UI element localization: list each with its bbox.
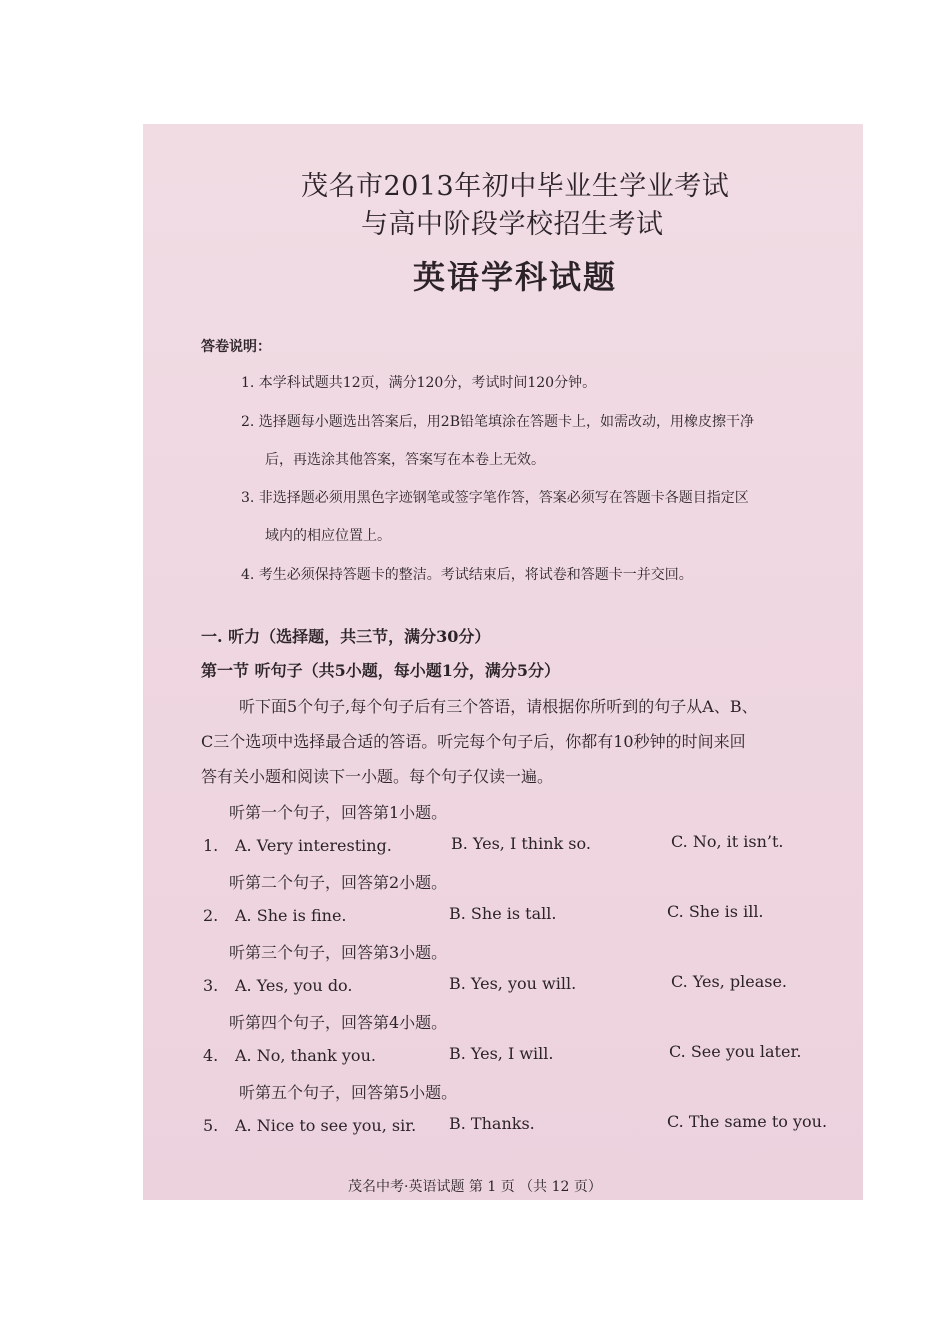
option-b: B. Yes, I will. — [449, 1044, 554, 1063]
instruction-line: 域内的相应位置上。 — [265, 528, 391, 544]
instruction-line: 1. 本学科试题共12页，满分120分，考试时间120分钟。 — [241, 375, 597, 391]
instruction-line: 4. 考生必须保持答题卡的整洁。考试结束后，将试卷和答题卡一并交回。 — [241, 567, 693, 583]
option-b: B. Yes, I think so. — [451, 834, 591, 853]
question-prompt: 听第二个句子，回答第2小题。 — [229, 873, 448, 892]
directions-line: C三个选项中选择最合适的答语。听完每个句子后，你都有10秒钟的时间来回 — [201, 732, 746, 751]
subject-title: 英语学科试题 — [413, 258, 618, 296]
option-a: A. Nice to see you, sir. — [235, 1116, 417, 1135]
option-b: B. She is tall. — [449, 904, 557, 923]
instruction-line: 后，再选涂其他答案，答案写在本卷上无效。 — [265, 452, 545, 468]
option-c: C. Yes, please. — [671, 972, 787, 991]
exam-title-line1: 茂名市2013年初中毕业生学业考试 — [301, 171, 730, 202]
section-title: 一. 听力（选择题，共三节，满分30分） — [201, 627, 491, 646]
question-number: 3. — [203, 976, 219, 995]
question-number: 1. — [203, 836, 219, 855]
option-a: A. Very interesting. — [235, 836, 392, 855]
page-footer: 茂名中考·英语试题 第 1 页 （共 12 页） — [348, 1179, 602, 1195]
option-b: B. Yes, you will. — [449, 974, 577, 993]
instructions-heading: 答卷说明： — [201, 339, 271, 355]
option-a: A. Yes, you do. — [235, 976, 353, 995]
directions-line: 听下面5个句子,每个句子后有三个答语，请根据你所听到的句子从A、B、 — [239, 697, 758, 716]
option-c: C. The same to you. — [667, 1112, 828, 1131]
question-prompt: 听第四个句子，回答第4小题。 — [229, 1013, 448, 1032]
option-c: C. No, it isn’t. — [671, 832, 784, 851]
option-c: C. She is ill. — [667, 902, 764, 921]
option-c: C. See you later. — [669, 1042, 802, 1061]
exam-page — [143, 124, 863, 1200]
question-number: 5. — [203, 1116, 219, 1135]
question-number: 2. — [203, 906, 219, 925]
part-title: 第一节 听句子（共5小题，每小题1分，满分5分） — [201, 661, 560, 680]
question-number: 4. — [203, 1046, 219, 1065]
option-b: B. Thanks. — [449, 1114, 535, 1133]
question-prompt: 听第五个句子，回答第5小题。 — [239, 1083, 458, 1102]
question-prompt: 听第三个句子，回答第3小题。 — [229, 943, 448, 962]
exam-title-line2: 与高中阶段学校招生考试 — [361, 209, 664, 240]
option-a: A. No, thank you. — [235, 1046, 376, 1065]
directions-line: 答有关小题和阅读下一小题。每个句子仅读一遍。 — [201, 767, 554, 786]
instruction-line: 3. 非选择题必须用黑色字迹钢笔或签字笔作答，答案必须写在答题卡各题目指定区 — [241, 490, 749, 506]
question-prompt: 听第一个句子，回答第1小题。 — [229, 803, 448, 822]
option-a: A. She is fine. — [235, 906, 347, 925]
instruction-line: 2. 选择题每小题选出答案后，用2B铅笔填涂在答题卡上，如需改动，用橡皮擦干净 — [241, 414, 755, 430]
